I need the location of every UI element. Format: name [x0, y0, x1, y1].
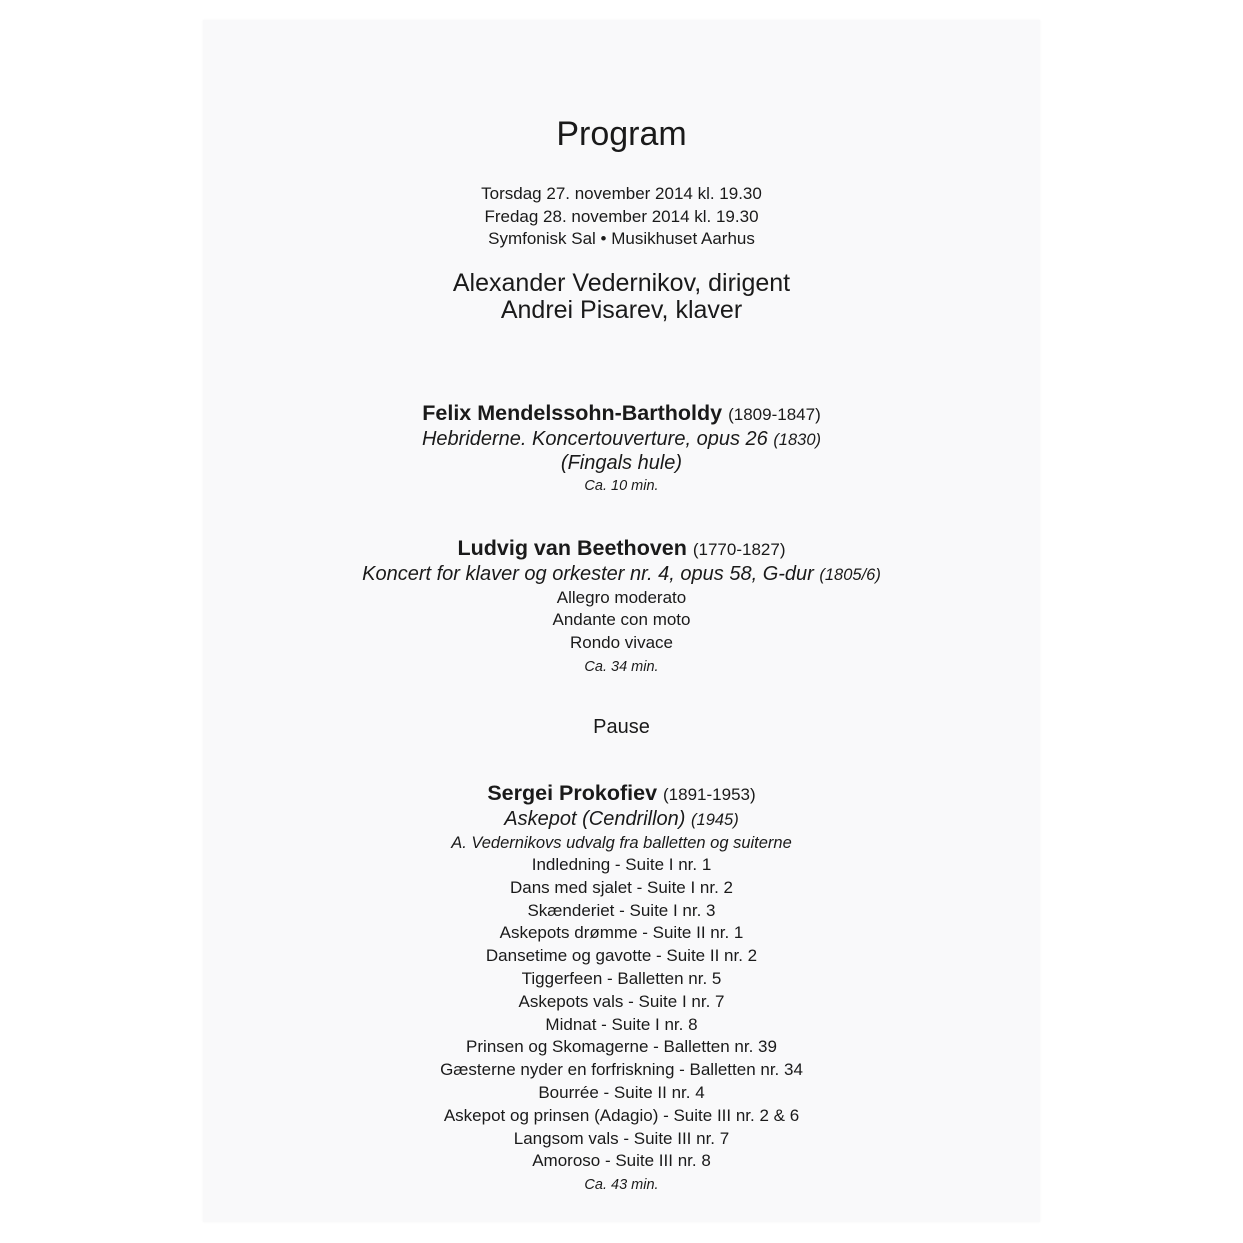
work-mendelssohn: [203, 400, 1040, 498]
movement: Askepot og prinsen (Adagio) - Suite III nr. 2 & 6: [443, 1105, 800, 1125]
work-beethoven: [203, 535, 1040, 679]
composer-line: [203, 400, 1040, 428]
event-dates: [203, 183, 1040, 251]
composer-name: Sergei Prokofiev: [487, 781, 658, 805]
composer-years: (1891-1953): [663, 785, 756, 804]
movement: Rondo vivace: [569, 633, 673, 653]
soloist: Andrei Pisarev, klaver: [500, 296, 743, 324]
movement: Allegro moderato: [556, 587, 687, 607]
duration: Ca. 34 min.: [584, 658, 659, 675]
movement: Andante con moto: [552, 610, 691, 630]
composer-line: [203, 780, 1040, 808]
date-line-thursday: Torsdag 27. november 2014 kl. 19.30: [481, 184, 762, 203]
piece-year: (1805/6): [819, 566, 881, 584]
movement: Gæsterne nyder en forfriskning - Balletten nr. 34: [440, 1060, 803, 1080]
movement: Indledning - Suite I nr. 1: [531, 855, 712, 874]
composer-years: (1809-1847): [728, 405, 821, 424]
composer-line: [203, 535, 1040, 563]
piece-name: Koncert for klaver og orkester nr. 4, opus 58, G-dur: [362, 563, 814, 585]
composer-name: Ludvig van Beethoven: [457, 536, 687, 560]
movement: Skænderiet - Suite I nr. 3: [527, 900, 716, 920]
performers: [203, 270, 1040, 324]
piece-title: [203, 428, 1040, 452]
piece-subtitle: (Fingals hule): [560, 451, 683, 474]
selection-note: A. Vedernikovs udvalg fra balletten og suiterne: [451, 833, 792, 852]
piece-title: [203, 808, 1040, 832]
intermission: Pause: [593, 716, 650, 738]
duration: Ca. 10 min.: [584, 478, 659, 494]
movement: Tiggerfeen - Balletten nr. 5: [521, 968, 722, 988]
movement: Prinsen og Skomagerne - Balletten nr. 39: [466, 1037, 777, 1057]
movement: Askepots vals - Suite I nr. 7: [518, 991, 725, 1011]
movement: Dansetime og gavotte - Suite II nr. 2: [485, 946, 758, 966]
program-page: [203, 20, 1040, 1222]
movement: Dans med sjalet - Suite I nr. 2: [510, 877, 733, 897]
composer-name: Felix Mendelssohn-Bartholdy: [422, 401, 723, 425]
movement: Amoroso - Suite III nr. 8: [532, 1151, 711, 1171]
movement: Midnat - Suite I nr. 8: [545, 1014, 698, 1034]
page-title: Program: [556, 115, 687, 153]
piece-year: (1830): [773, 431, 822, 449]
duration: Ca. 43 min.: [584, 1177, 659, 1194]
piece-year: (1945): [691, 811, 739, 829]
date-line-friday: Fredag 28. november 2014 kl. 19.30: [484, 206, 759, 226]
composer-years: (1770-1827): [692, 540, 786, 559]
movement: Bourrée - Suite II nr. 4: [538, 1082, 705, 1102]
conductor: Alexander Vedernikov, dirigent: [452, 269, 791, 297]
piece-name: Hebriderne. Koncertouverture, opus 26: [421, 428, 768, 450]
piece-name: Askepot (Cendrillon): [504, 808, 686, 830]
work-prokofiev: [203, 780, 1040, 1197]
venue-line: Symfonisk Sal • Musikhuset Aarhus: [488, 229, 755, 248]
piece-title: [203, 563, 1040, 587]
movement: Askepots drømme - Suite II nr. 1: [499, 923, 744, 943]
movement: Langsom vals - Suite III nr. 7: [513, 1128, 730, 1148]
